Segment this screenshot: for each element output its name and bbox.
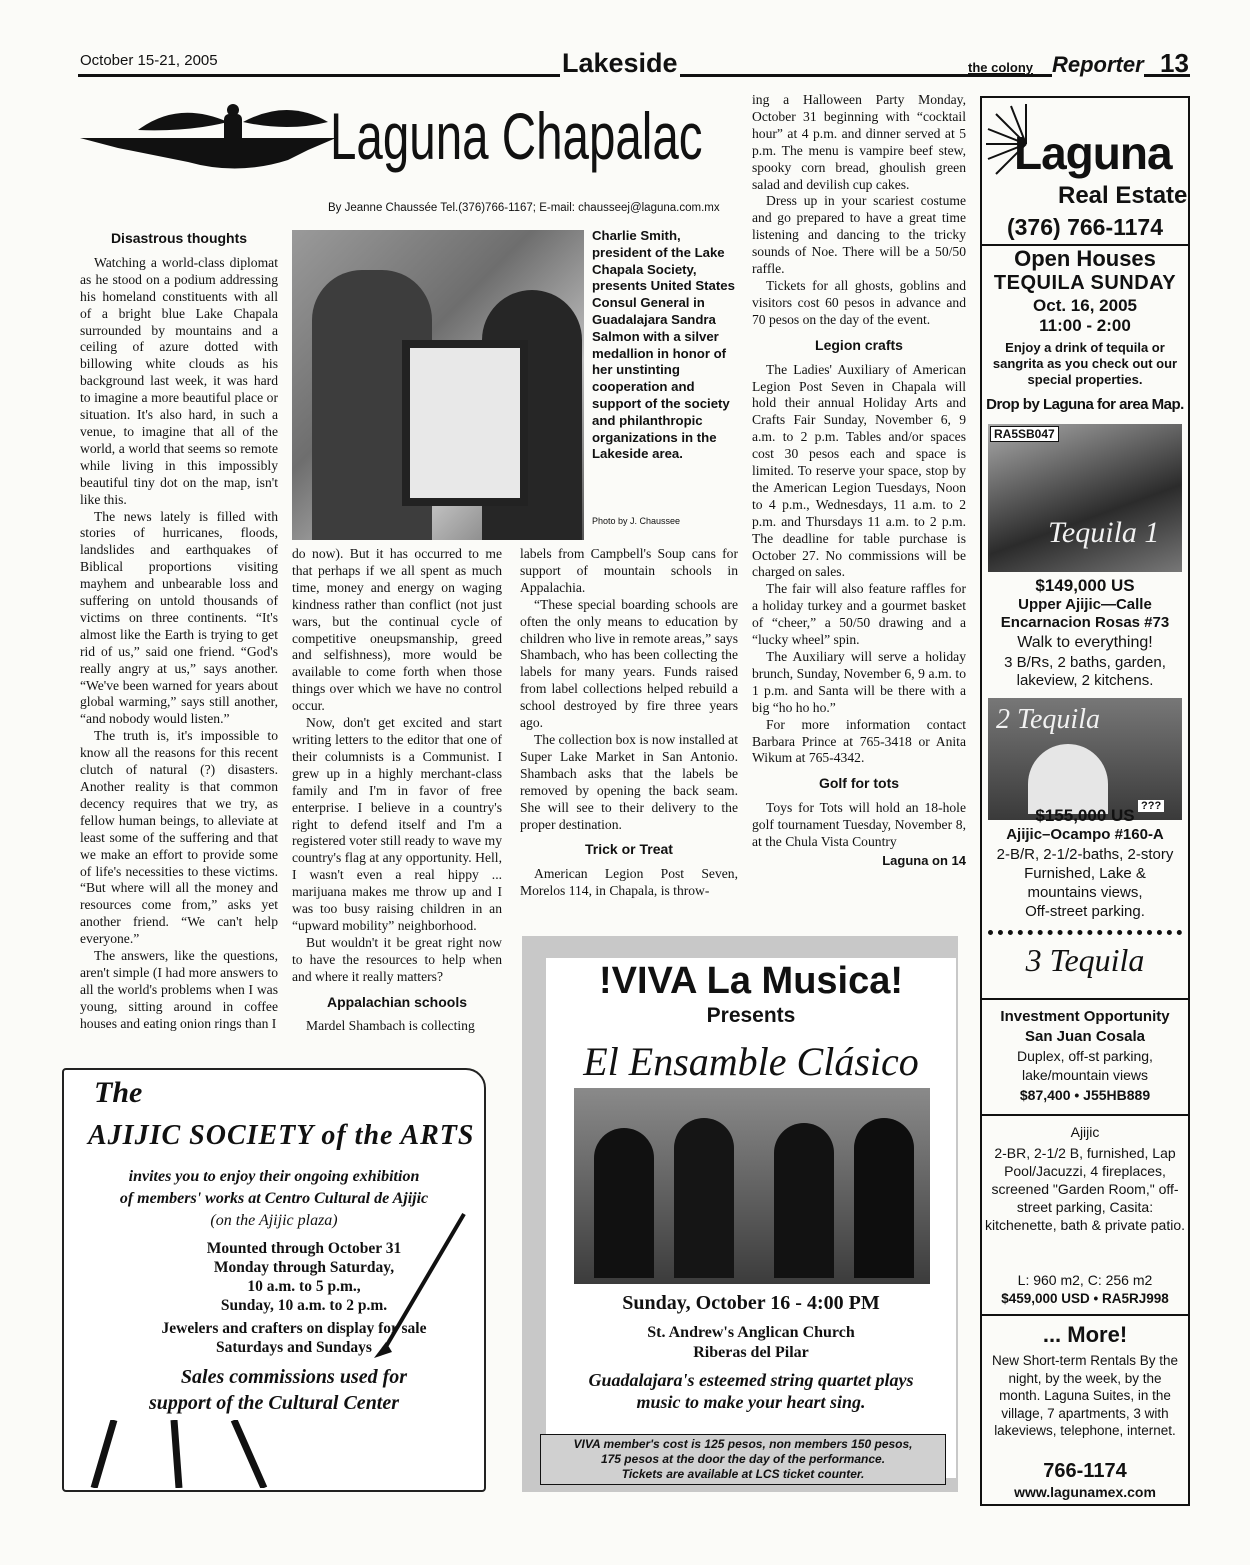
musician [674, 1118, 734, 1278]
ajijic-size: L: 960 m2, C: 256 m2 [1017, 1272, 1153, 1288]
paragraph: Now, don't get excited and start writing letters to the editor that one of their columnists is a Communist. I grew up in a highly merchant-class family and I'm in favor of free enterprise. I believe in a country's right to defend itself and I'm a registered voter still ready to wave my country's flag at any opportunity. Hell, I wasn't even a real hippy ... marijuana makes me throw up and I was too busy raising children in an “upward mobility” neighborhood. [292, 715, 502, 933]
photo-frame [402, 340, 528, 506]
event-time: 11:00 - 2:00 [1039, 316, 1131, 335]
ad-invite-line1: invites you to enjoy their ongoing exhibition [128, 1168, 420, 1185]
property-photo-1 [988, 424, 1182, 572]
p2-desc-3: mountains views, [1027, 884, 1143, 901]
paragraph: The truth is, it's impossible to know all the reasons for this recent clutch of natural (?) disasters. Another reality is that common decency requires that we try, as fellow human beings, to alleviate at least some of the suffering and that we make an effort to provide some of life's necessities to these victims. “But where will all the money and resources come from,” asks yet another friend. “We can't help everyone.” [80, 728, 278, 947]
event-enjoy: Enjoy a drink of tequila or sangrita as you check out our special properties. [992, 340, 1178, 387]
divider [982, 1314, 1188, 1316]
investment-desc-1: Duplex, off-st parking, [1017, 1048, 1153, 1064]
ad-crafters-1: Jewelers and crafters on display for sale [161, 1320, 427, 1337]
viva-musica-ad [546, 958, 956, 1478]
investment-title: Investment Opportunity [1000, 1008, 1170, 1025]
paragraph: Tickets for all ghosts, goblins and visitors cost 60 pesos in advance and 70 pesos on the day of the event. [752, 277, 966, 327]
paragraph: The news lately is filled with stories of hurricanes, floods, landslides and earthquakes of Biblical proportions visiting mayhem and unbearable loss and suffering on untold thousands of victims on three continents. “It's almost like the Earth is trying to get rid of us,” said one friend. “God's really angry at us,” says another. “We've been warned for years about global warming,” says still another, “and nobody would listen.” [80, 508, 278, 727]
column-title: Laguna Chapalac [330, 99, 703, 173]
paragraph: Dress up in your scariest costume and go prepared to have a great time listening and dancing to the tricky sounds of Noe. There will be a 50/50 raffle. [752, 193, 966, 277]
p2-desc-2: Furnished, Lake & [1024, 865, 1146, 882]
photo-label: Tequila 1 [1048, 516, 1160, 549]
ajijic-title: Ajijic [1070, 1124, 1100, 1140]
investment-location: San Juan Cosala [1024, 1028, 1146, 1045]
ad-commission-1: Sales commissions used for [180, 1366, 408, 1388]
more-phone: 766-1174 [1043, 1460, 1127, 1482]
jump-line: Laguna on 14 [882, 852, 966, 868]
subhead-disastrous: Disastrous thoughts [110, 230, 248, 246]
section-name: Lakeside [562, 48, 678, 78]
house-icon [1028, 744, 1108, 814]
ad-invite-line3: (on the Ajijic plaza) [210, 1212, 338, 1229]
subhead-appalachian: Appalachian schools [326, 993, 468, 1010]
laguna-sub: Real Estate [1058, 182, 1188, 209]
viva-venue-1: St. Andrew's Anglican Church [647, 1324, 855, 1341]
investment-price: $87,400 • J55HB889 [1019, 1087, 1151, 1103]
viva-tagline-1: Guadalajara's esteemed string quartet plays [588, 1370, 914, 1390]
article-col-4 [752, 92, 966, 870]
musician [854, 1118, 914, 1278]
p1-desc-2: lakeview, 2 kitchens. [1016, 672, 1154, 689]
viva-price-1: VIVA member's cost is 125 pesos, non members 150 pesos, [573, 1437, 913, 1451]
drop-by: Drop by Laguna for area Map. [986, 396, 1184, 413]
brand-name: Reporter [1052, 52, 1144, 77]
viva-presents: Presents [706, 1004, 796, 1027]
laguna-real-estate-ad [980, 96, 1190, 1506]
paragraph: Toys for Tots will hold an 18-hole golf tournament Tuesday, November 8, at the Chula Vista Country [752, 800, 966, 850]
viva-ensemble: El Ensamble Clásico [583, 1039, 919, 1084]
laguna-phone: (376) 766-1174 [1006, 214, 1163, 240]
article-col-2 [292, 546, 502, 1035]
paragraph: The fair will also feature raffles for a holiday turkey and a gourmet basket of “cheer,” a 50/50 drawing and a “lucky wheel” spin. [752, 581, 966, 648]
p1-location: Upper Ajijic—Calle [1018, 596, 1152, 613]
paragraph: The collection box is now installed at Super Lake Market in San Antonio. Shambach asks that the labels be removed by opening the back seam. She will see to their delivery to the proper destination. [520, 731, 738, 832]
issue-date: October 15-21, 2005 [80, 52, 218, 69]
p1-price: $149,000 US [1035, 576, 1135, 595]
p2-price: $155,000 US [1035, 806, 1135, 825]
subhead-golf-for-tots: Golf for tots [818, 775, 900, 792]
viva-when: Sunday, October 16 - 4:00 PM [622, 1292, 880, 1314]
brand-small: the colony [968, 60, 1034, 75]
p1-desc: 3 B/Rs, 2 baths, garden, [1004, 654, 1166, 671]
p1-location-2: Encarnacion Rosas #73 [1000, 614, 1170, 631]
paragraph: ing a Halloween Party Monday, October 31 beginning with “cocktail hour” at 4 p.m. and dinner served at 5 p.m. The menu is vampire beef stew, spooky corn bread, ghoulish green salad and devilish cup cakes. [752, 92, 966, 192]
investment-desc-2: lake/mountain views [1021, 1067, 1149, 1083]
musician [594, 1128, 654, 1278]
subhead-legion-crafts: Legion crafts [815, 336, 903, 353]
ad-schedule-1: Mounted through October 31 [206, 1240, 402, 1257]
paragraph: The Ladies' Auxiliary of American Legion Post Seven in Chapala will hold their annual Holiday Arts and Crafts Fair Sunday, November 6, 9 a.m. to 2 p.m. Tables and/or spaces cost 30 pesos each and space is limited. To reserve your space, stop by the American Legion Tuesdays, Noon to 4 p.m., Wednesdays, 11 a.m. to 2 p.m. and Thursdays 11 a.m. to 2 p.m. The deadline for table purchase is October 27. No commissions will be charged on sales. [752, 361, 966, 580]
ad-crafters-2: Saturdays and Sundays [216, 1339, 372, 1356]
p2-desc-4: Off-street parking. [1025, 903, 1145, 920]
photo-caption: Charlie Smith, president of the Lake Chapala Society, presents United States Consul General in Guadalajara Sandra Salmon with a silver medallion in honor of her unstinting cooperation and support of the society and philanthropic organizations in the Lakeside area. [592, 228, 735, 462]
article-col-3 [520, 546, 738, 900]
byline: By Jeanne Chaussée Tel.(376)766-1167; E-mail: chausseej@laguna.com.mx [328, 202, 720, 214]
paragraph: American Legion Post Seven, Morelos 114, in Chapala, is throw- [520, 866, 738, 899]
viva-venue-2: Riberas del Pilar [693, 1344, 809, 1361]
ad-invite-line2: of members' works at Centro Cultural de Ajijic [119, 1190, 429, 1207]
subhead-trick-or-treat: Trick or Treat [585, 841, 673, 858]
p1-walk: Walk to everything! [1017, 634, 1153, 651]
divider [982, 1114, 1188, 1116]
paragraph: labels from Campbell's Soup cans for support of mountain schools in Appalachia. [520, 546, 738, 595]
viva-price-box [540, 1434, 946, 1485]
more-desc: New Short-term Rentals By the night, by the week, by the month. Laguna Suites, in the village, 7 apartments, 3 with lakeviews, telephone, internet. [991, 1353, 1179, 1438]
ajijic-society-ad [62, 1068, 486, 1492]
property-code: ??? [1138, 800, 1164, 812]
photo-label: 2 Tequila [996, 704, 1100, 735]
event-date: Oct. 16, 2005 [1033, 296, 1137, 315]
website-link[interactable]: www.lagunamex.com [1014, 1484, 1156, 1500]
viva-tagline-2: music to make your heart sing. [636, 1392, 866, 1412]
quartet-photo [574, 1088, 930, 1284]
ad-schedule-3: 10 a.m. to 5 p.m., [247, 1278, 361, 1295]
ad-society-title: AJIJIC SOCIETY of the ARTS [88, 1120, 475, 1151]
p2-desc-1: 2-B/R, 2-1/2-baths, 2-story [996, 846, 1174, 863]
laguna-logo: Laguna [1014, 127, 1172, 179]
paragraph: do now). But it has occurred to me that perhaps if we all spent as much time, money and energy on waging kindness rather than conflict (not just wars, but the continual cycle of competitive oneupsmanship, greed and selfishness), more would be available to come forth when those things over which we have no control occur. [292, 546, 502, 714]
paragraph: Mardel Shambach is collecting [306, 1018, 475, 1034]
musician [774, 1123, 834, 1278]
paintbrush-icon [364, 1210, 474, 1360]
open-houses: Open Houses [1014, 246, 1156, 271]
easel-icon [84, 1420, 284, 1488]
page-number: 13 [1160, 48, 1189, 78]
viva-price-2: 175 pesos at the door the day of the performance. [600, 1452, 886, 1466]
ad-schedule-2: Monday through Saturday, [213, 1259, 395, 1276]
tequila-sunday: TEQUILA SUNDAY [993, 272, 1177, 294]
paragraph: Watching a world-class diplomat as he stood on a podium addressing his homeland constituents with all of a bright blue Lake Chapala surrounded by mountains and a ceiling of azure dotted with billowing white clouds as his background last week, it was hard to imagine a more beautiful place or situation. It's also hard, in such a venue, to imagine that all of the world, a world that seems so remote while living in this impossibly beautiful tiny dot on the map, isn't like this. [80, 254, 278, 507]
medallion-photo [292, 230, 584, 540]
photo-credit: Photo by J. Chaussee [592, 516, 681, 526]
divider [982, 998, 1188, 1000]
viva-title: !VIVA La Musica! [598, 960, 904, 1002]
more-title: ... More! [1042, 1322, 1128, 1347]
property-code: RA5SB047 [990, 426, 1059, 442]
ajijic-price: $459,000 USD • RA5RJ998 [1001, 1291, 1169, 1306]
paragraph: But wouldn't it be great right now to have the resources to help when and where it really matters? [292, 934, 502, 984]
paragraph: The answers, like the questions, aren't simple (I had more answers to all the world's problems when I was young, sitting around in coffee houses and eating onion rings than I [80, 948, 278, 1031]
ad-schedule-4: Sunday, 10 a.m. to 2 p.m. [220, 1297, 388, 1314]
viva-price-3: Tickets are available at LCS ticket counter. [621, 1467, 865, 1481]
ad-the: The [94, 1076, 143, 1109]
ajijic-desc: 2-BR, 2-1/2 B, furnished, Lap Pool/Jacuzzi, 4 fireplaces, screened "Garden Room," off-street parking, Casita: kitchenette, bath & private patio. [984, 1145, 1185, 1233]
paragraph: “These special boarding schools are often the only means to education by children who live in remote areas,” says Shambach, who has been collecting the labels for many years. Funds raised from label collections helped rebuild a school destroyed by fire three years ago. [520, 596, 738, 731]
article-col-1 [80, 230, 278, 1033]
paragraph: The Auxiliary will serve a holiday brunch, Sunday, November 6, 9 a.m. to 1 p.m. and Santa will be there with a big “ho ho ho.” [752, 649, 966, 715]
p2-location: Ajijic–Ocampo #160-A [1006, 826, 1164, 843]
tequila-3-label: 3 Tequila [1025, 942, 1145, 978]
property-photo-2 [988, 698, 1182, 820]
paragraph: For more information contact Barbara Prince at 765-3418 or Anita Wikum at 765-4342. [752, 716, 966, 766]
boat-logo [78, 92, 338, 192]
ad-commission-2: support of the Cultural Center [148, 1392, 400, 1414]
dotted-divider [988, 930, 1182, 935]
